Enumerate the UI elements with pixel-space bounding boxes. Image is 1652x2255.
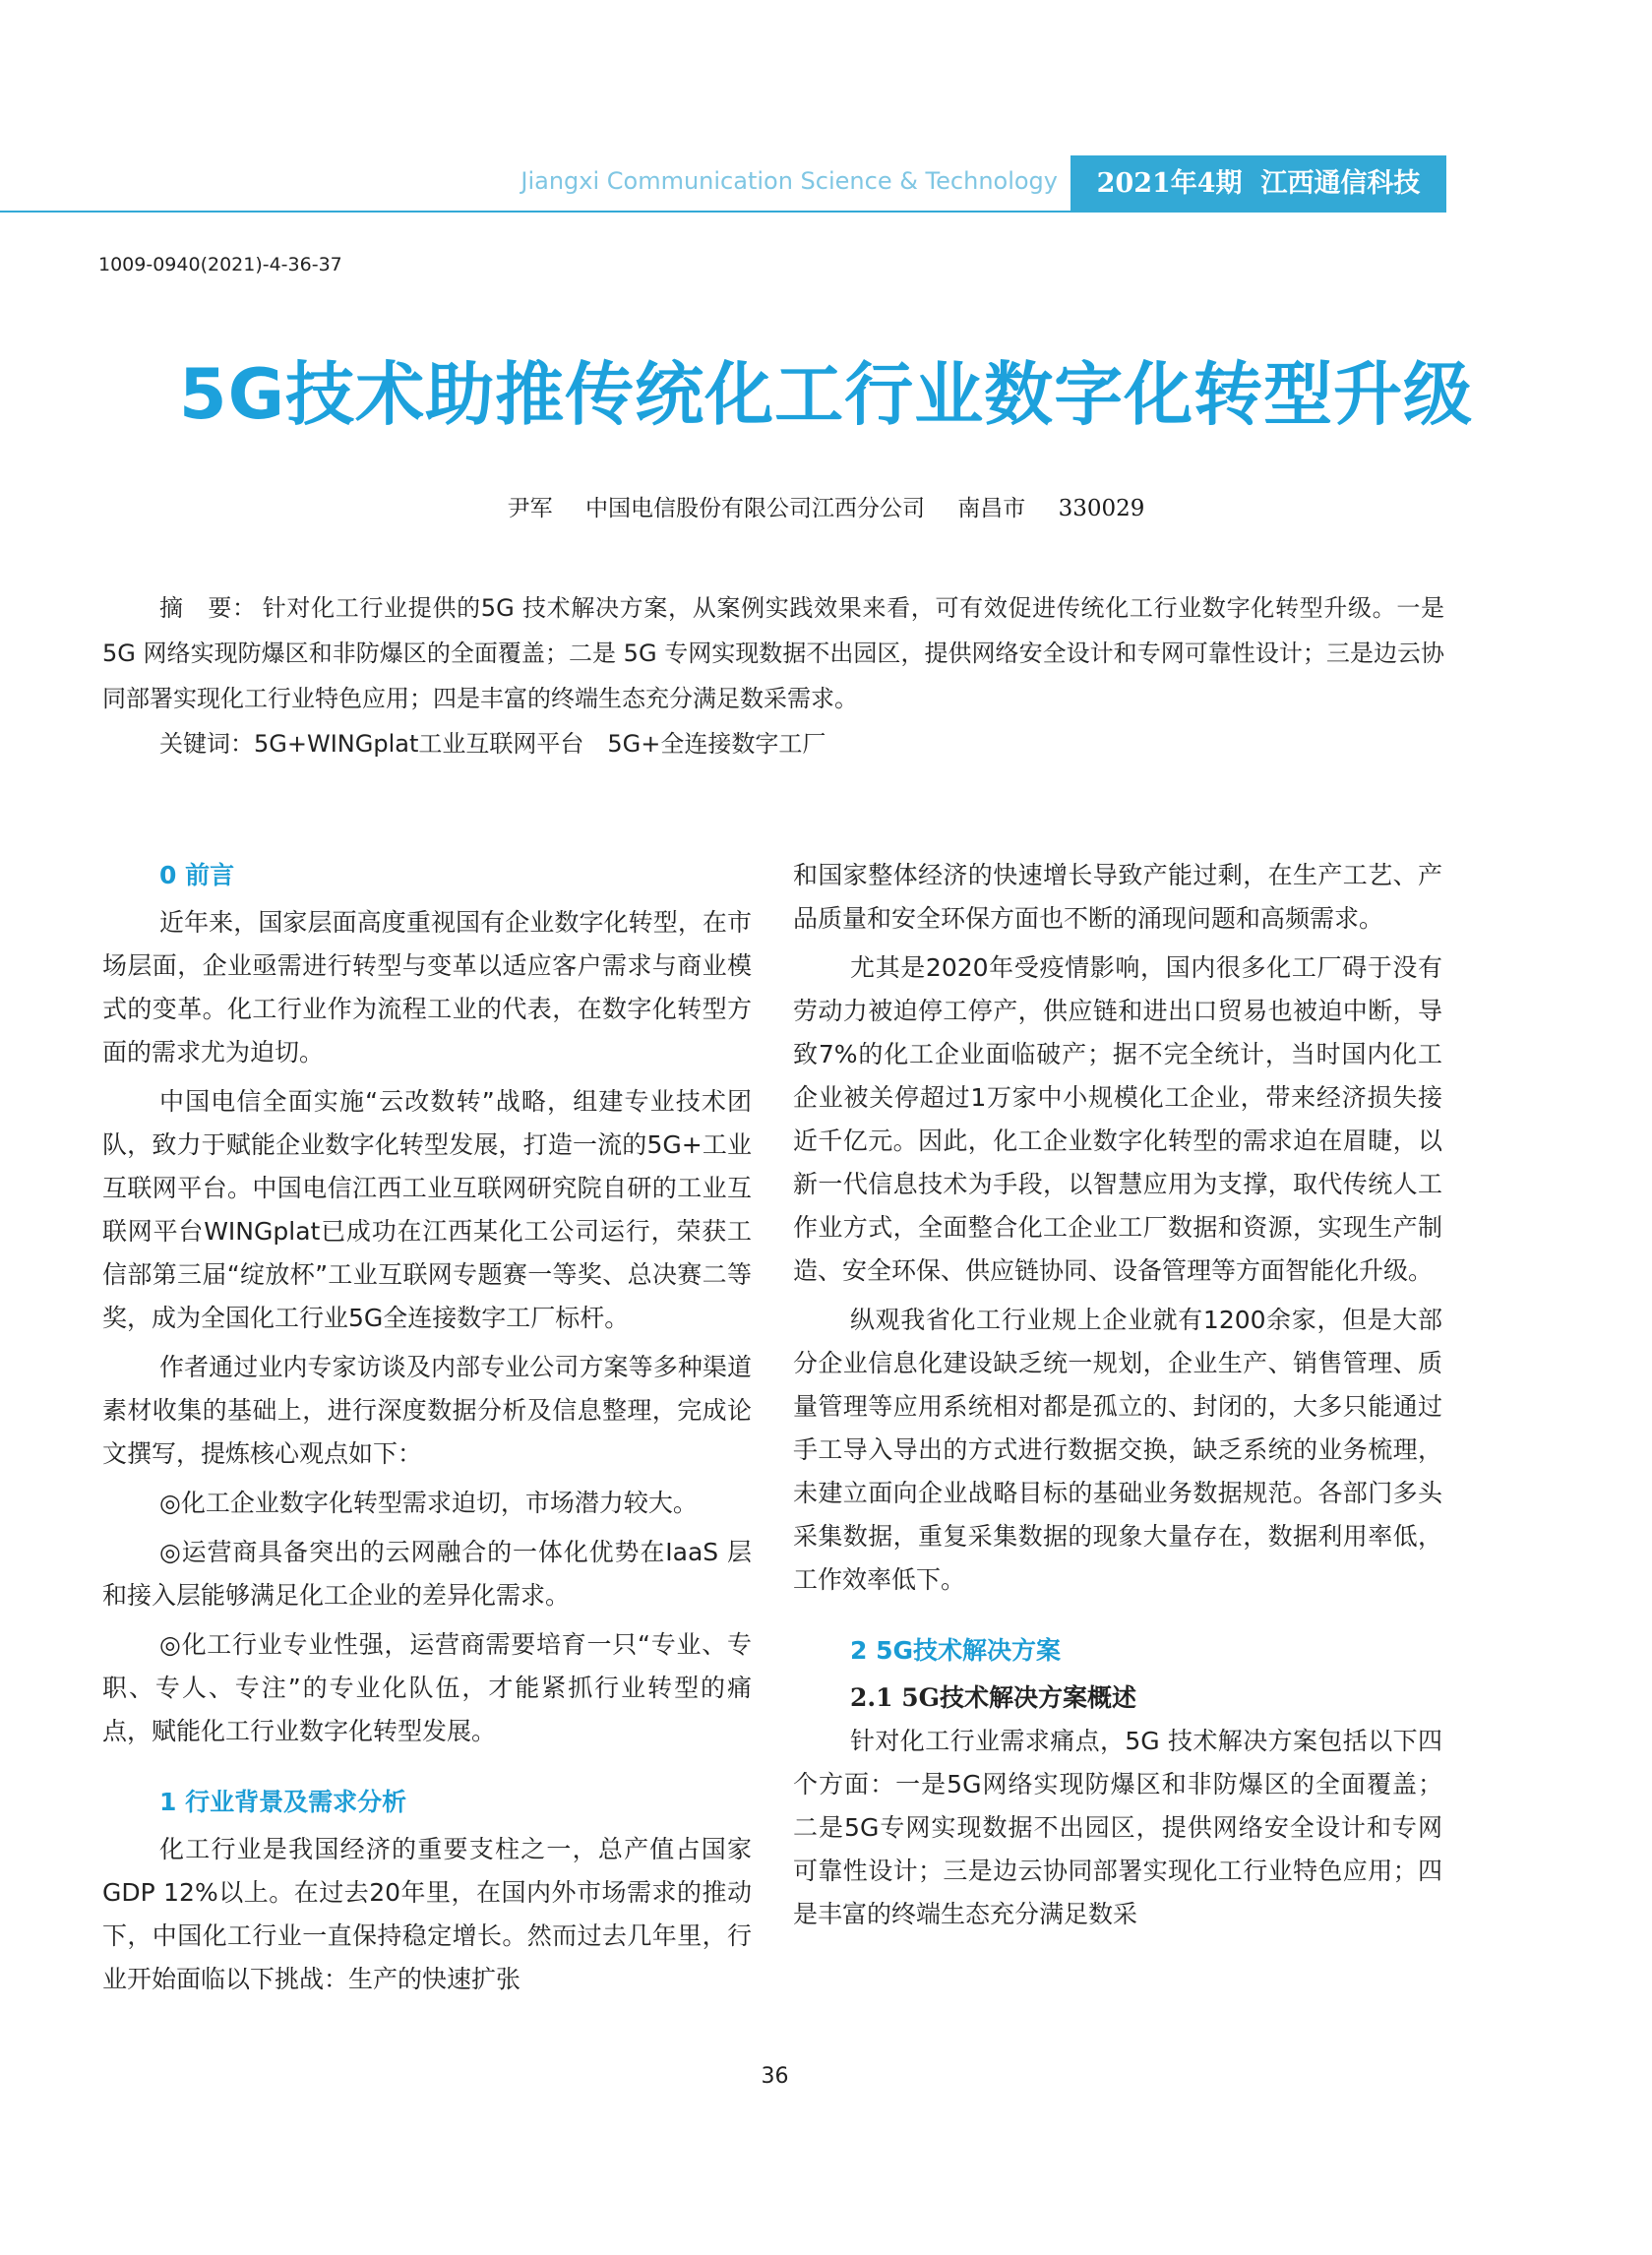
bullet-point: ◎化工企业数字化转型需求迫切，市场潜力较大。 [159, 1489, 698, 1517]
left-column [102, 854, 752, 2007]
bullet-point: ◎运营商具备突出的云网融合的一体化优势在IaaS 层和接入层能够满足化工企业的差异化需求。 [102, 1538, 752, 1610]
journal-english-name: Jiangxi Communication Science & Technology [520, 167, 1058, 195]
subsection-heading-overview: 2.1 5G技术解决方案概述 [850, 1683, 1136, 1712]
body-paragraph: 近年来，国家层面高度重视国有企业数字化转型，在市场层面，企业亟需进行转型与变革以适应客户需求与商业模式的变革。化工行业作为流程工业的代表，在数字化转型方面的需求尤为迫切。 [102, 908, 752, 1067]
author-city: 南昌市 [957, 496, 1026, 521]
right-column [793, 854, 1442, 1942]
section-heading-preface: 0 前言 [159, 861, 235, 889]
section-heading-background: 1 行业背景及需求分析 [159, 1788, 407, 1816]
abstract-paragraph [102, 585, 1444, 721]
article-code: 1009-0940(2021)-4-36-37 [98, 254, 342, 275]
article-title: 5G技术助推传统化工行业数字化转型升级 [178, 354, 1474, 435]
issue-label: 2021年4期 [1096, 168, 1243, 199]
body-paragraph: 针对化工行业需求痛点，5G 技术解决方案包括以下四个方面：一是5G网络实现防爆区和非防爆区的全面覆盖；二是5G专网实现数据不出园区，提供网络安全设计和专网可靠性设计；三是边云协同部署实现化工行业特色应用；四是丰富的终端生态充分满足数采 [793, 1727, 1442, 1928]
body-paragraph: 作者通过业内专家访谈及内部专业公司方案等多种渠道素材收集的基础上，进行深度数据分析及信息整理，完成论文撰写，提炼核心观点如下： [102, 1353, 752, 1468]
author-postcode: 330029 [1058, 496, 1145, 521]
body-paragraph: 纵观我省化工行业规上企业就有1200余家，但是大部分企业信息化建设缺乏统一规划，企业生产、销售管理、质量管理等应用系统相对都是孤立的、封闭的，大多只能通过手工导入导出的方式进行数据交换，缺乏系统的业务梳理，未建立面向企业战略目标的基础业务数据规范。各部门多头采集数据，重复采集数据的现象大量存在，数据利用率低，工作效率低下。 [793, 1306, 1442, 1594]
body-paragraph: 和国家整体经济的快速增长导致产能过剩，在生产工艺、产品质量和安全环保方面也不断的涌现问题和高频需求。 [793, 861, 1442, 933]
journal-chinese-name: 江西通信科技 [1260, 168, 1421, 199]
body-paragraph: 中国电信全面实施“云改数转”战略，组建专业技术团队，致力于赋能企业数字化转型发展，打造一流的5G+工业互联网平台。中国电信江西工业互联网研究院自研的工业互联网平台WINGplat已成功在江西某化工公司运行，荣获工信部第三届“绽放杯”工业互联网专题赛一等奖、总决赛二等奖，成为全国化工行业5G全连接数字工厂标杆。 [102, 1087, 752, 1332]
author-affiliation: 中国电信股份有限公司江西分公司 [584, 496, 925, 521]
page-number: 36 [761, 2064, 789, 2089]
author-line [0, 490, 1652, 522]
keywords-label: 关键词： [159, 730, 254, 758]
abstract-label: 摘 要： [159, 594, 257, 622]
body-paragraph: 尤其是2020年受疫情影响，国内很多化工厂碍于没有劳动力被迫停工停产，供应链和进出口贸易也被迫中断，导致7%的化工企业面临破产；据不完全统计，当时国内化工企业被关停超过1万家中小规模化工企业，带来经济损失接近千亿元。因此，化工企业数字化转型的需求迫在眉睫，以新一代信息技术为手段，以智慧应用为支撑，取代传统人工作业方式，全面整合化工企业工厂数据和资源，实现生产制造、安全环保、供应链协同、设备管理等方面智能化升级。 [793, 953, 1442, 1285]
section-heading-solution: 2 5G技术解决方案 [850, 1636, 1062, 1665]
abstract-block [102, 585, 1444, 766]
bullet-point: ◎化工行业专业性强，运营商需要培育一只“专业、专职、专人、专注”的专业化队伍，才能紧抓行业转型的痛点，赋能化工行业数字化转型发展。 [102, 1630, 752, 1745]
journal-issue-banner [1071, 155, 1446, 213]
keywords-text: 5G+WINGplat工业互联网平台 5G+全连接数字工厂 [254, 730, 826, 758]
header-rule [0, 211, 1446, 213]
abstract-text: 针对化工行业提供的5G 技术解决方案，从案例实践效果来看，可有效促进传统化工行业数字化转型升级。一是 5G 网络实现防爆区和非防爆区的全面覆盖；二是 5G 专网实现数据不出园区，提供网络安全设计和专网可靠性设计；三是边云协同部署实现化工行业特色应用；四是丰富的终端生态充分满足数采需求。 [102, 594, 1445, 712]
author-name: 尹军 [507, 496, 553, 521]
body-paragraph: 化工行业是我国经济的重要支柱之一，总产值占国家GDP 12%以上。在过去20年里，在国内外市场需求的推动下，中国化工行业一直保持稳定增长。然而过去几年里，行业开始面临以下挑战：生产的快速扩张 [102, 1835, 752, 1993]
keywords-paragraph [102, 721, 1444, 766]
